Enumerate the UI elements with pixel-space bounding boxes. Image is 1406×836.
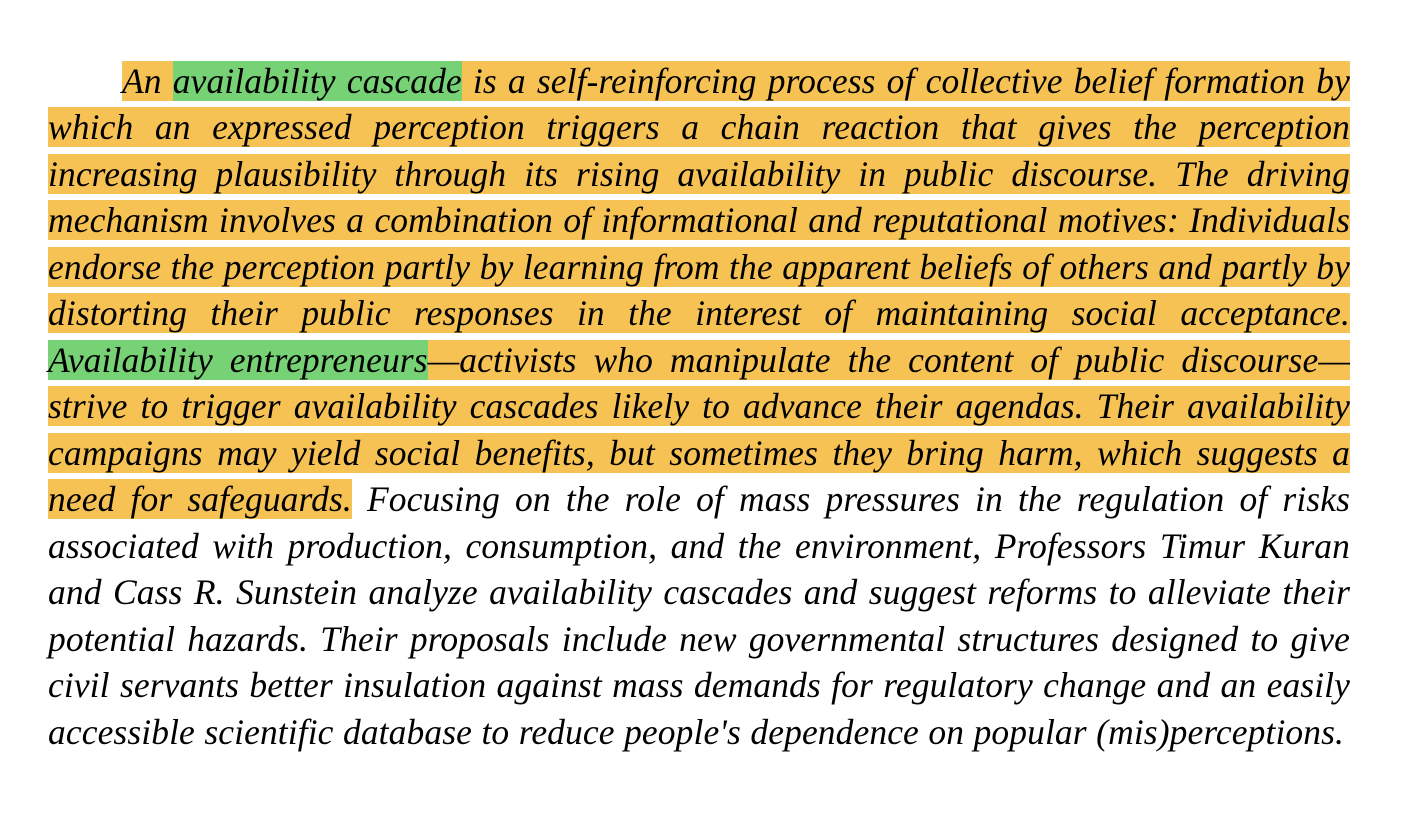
highlighted-text-body: is a self-reinforcing process of collective belief formation by which an expressed perception triggers a chain reaction that gives the perception increasing plausibility through its rising availability in public discourse. The driving mechanism involves a combination of informational and reputational motives: Individuals endorse the perception partly by learning from the apparent beliefs of others and partly by distorting their public responses in the interest of maintaining social acceptance. [48, 60, 1350, 333]
highlighted-term-availability-entrepreneurs: Availability entrepreneurs [48, 339, 428, 380]
highlighted-term-availability-cascade: availability cascade [172, 60, 462, 101]
abstract-paragraph [48, 58, 1350, 756]
unhighlighted-text-tail: Focusing on the role of mass pressures in the regulation of risks associated with production, consumption, and the environment, Professors Timur Kuran and Cass R. Sunstein analyze availability cascades and suggest reforms to alleviate their potential hazards. Their proposals include new governmental structures designed to give civil servants better insulation against mass demands for regulatory change and an easily accessible scientific database to reduce people's dependence on popular (mis)perceptions. [48, 479, 1350, 752]
highlighted-text-body-continued: —activists who manipulate the content of public discourse—strive to trigger availability cascades likely to advance their agendas. Their availability campaigns may yield social benefits, but sometimes they bring harm, which suggests a need for safeguards. [48, 339, 1350, 519]
highlighted-text-intro: An [122, 60, 173, 101]
